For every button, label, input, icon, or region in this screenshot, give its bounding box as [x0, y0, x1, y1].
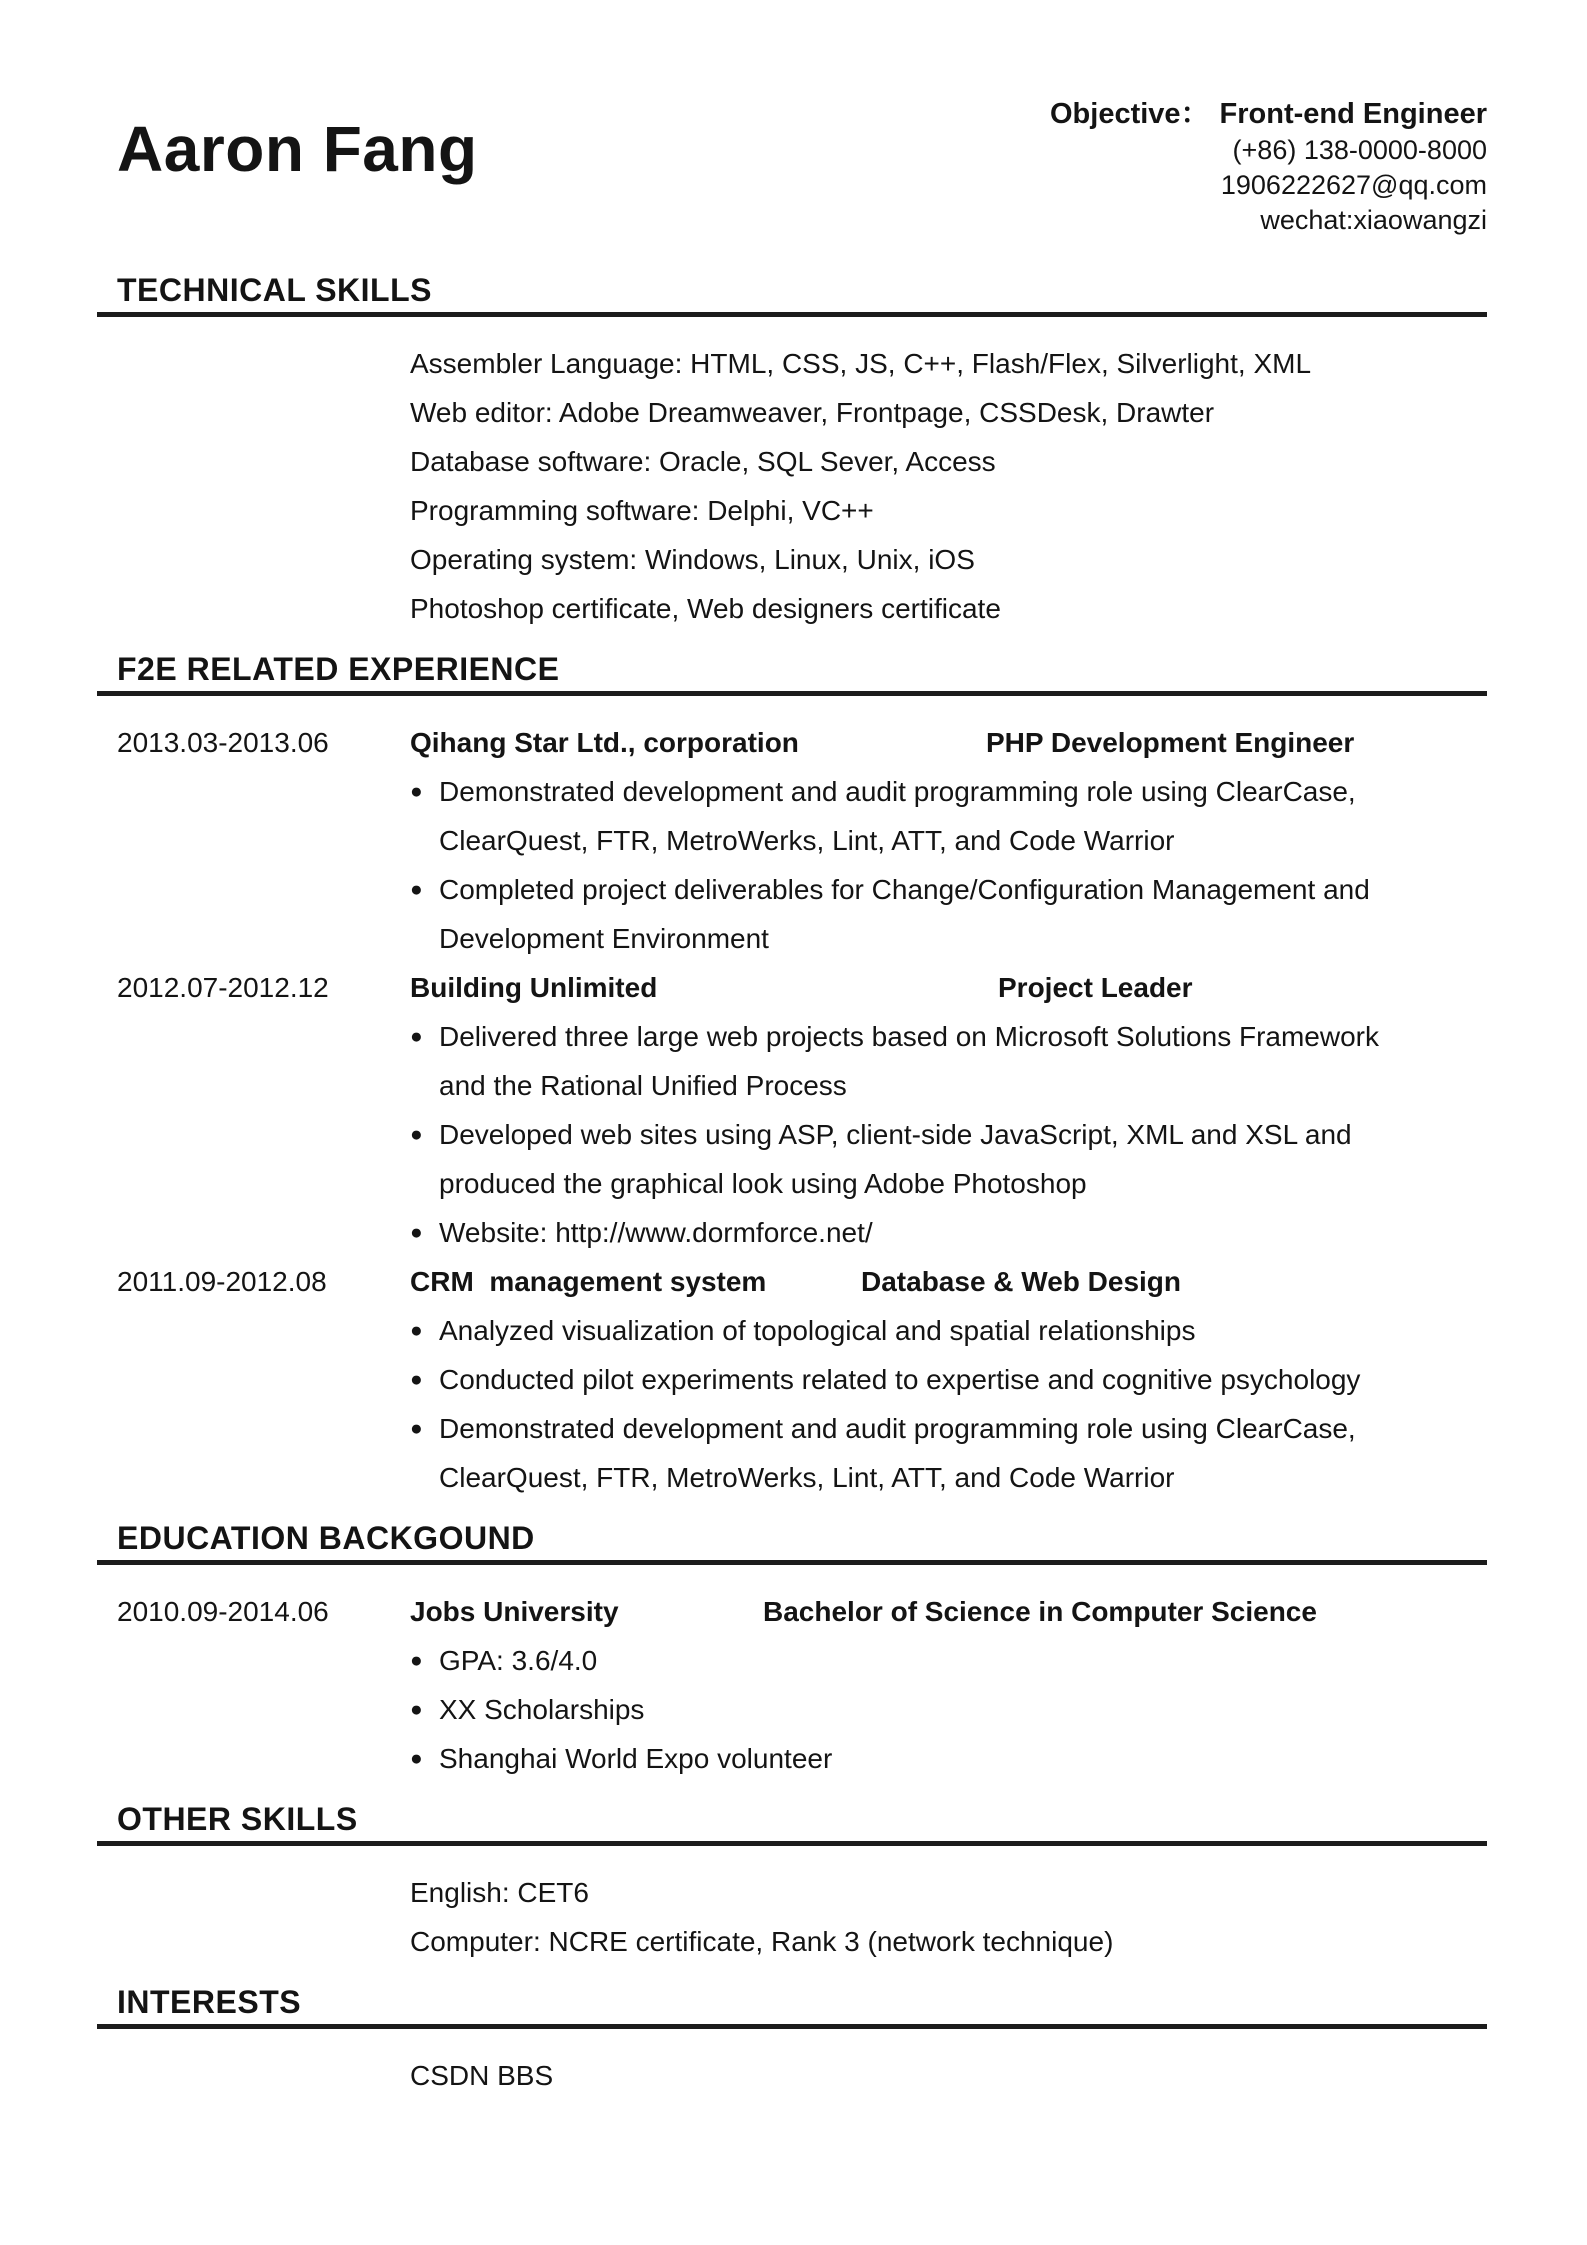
- email-address: 1906222627@qq.com: [1220, 170, 1487, 200]
- experience-entry: [97, 963, 1487, 1257]
- bullet-item: ● GPA: 3.6/4.0: [410, 1636, 1380, 1685]
- section-title: F2E RELATED EXPERIENCE: [117, 651, 560, 687]
- contact-block: [1050, 96, 1487, 238]
- entry-date: 2013.03-2013.06: [117, 727, 329, 758]
- skill-line: Assembler Language: HTML, CSS, JS, C++, Flash/Flex, Silverlight, XML: [410, 348, 1312, 379]
- section-experience: [97, 647, 1487, 1502]
- interest-line: CSDN BBS: [410, 2060, 554, 2091]
- bullet-item: ● Completed project deliverables for Change/Configuration Management and Development Environment: [410, 865, 1380, 963]
- candidate-name: Aaron Fang: [117, 113, 478, 185]
- bullet-item: ● Developed web sites using ASP, client-side JavaScript, XML and XSL and produced the graphical look using Adobe Photoshop: [410, 1110, 1380, 1208]
- experience-entry: [97, 718, 1487, 963]
- other-skill-line: Computer: NCRE certificate, Rank 3 (network technique): [410, 1926, 1114, 1957]
- section-education: [97, 1516, 1487, 1783]
- entry-date: 2012.07-2012.12: [117, 972, 329, 1003]
- section-title: EDUCATION BACKGOUND: [117, 1520, 535, 1556]
- entry-bullets: [410, 1306, 1380, 1502]
- entry-date: 2010.09-2014.06: [117, 1596, 329, 1627]
- interests-list: [410, 2051, 1380, 2100]
- bullet-item: ● Shanghai World Expo volunteer: [410, 1734, 1380, 1783]
- degree-name: Bachelor of Science in Computer Science: [763, 1596, 1317, 1627]
- entry-body: [410, 1587, 1380, 1783]
- section-title: OTHER SKILLS: [117, 1801, 358, 1837]
- bullet-item: ● Conducted pilot experiments related to expertise and cognitive psychology: [410, 1355, 1380, 1404]
- skill-line: Web editor: Adobe Dreamweaver, Frontpage, CSSDesk, Drawter: [410, 397, 1215, 428]
- resume-header: [97, 96, 1487, 238]
- bullet-item: ● Demonstrated development and audit programming role using ClearCase, ClearQuest, FTR, MetroWerks, Lint, ATT, and Code Warrior: [410, 767, 1380, 865]
- entry-company: Qihang Star Ltd., corporation: [410, 727, 799, 758]
- education-entry: [97, 1587, 1487, 1783]
- section-title: TECHNICAL SKILLS: [117, 272, 432, 308]
- phone-number: (+86) 138-0000-8000: [1232, 135, 1487, 165]
- entry-bullets: [410, 1636, 1380, 1783]
- entry-head: [410, 963, 1380, 1012]
- section-divider: [97, 691, 1487, 696]
- entry-date: 2011.09-2012.08: [117, 1266, 327, 1297]
- bullet-item: ● Analyzed visualization of topological and spatial relationships: [410, 1306, 1380, 1355]
- section-technical-skills: [97, 268, 1487, 633]
- section-divider: [97, 2024, 1487, 2029]
- skill-line: Operating system: Windows, Linux, Unix, iOS: [410, 544, 975, 575]
- bullet-item: ● XX Scholarships: [410, 1685, 1380, 1734]
- entry-body: [410, 718, 1380, 963]
- skill-line: Database software: Oracle, SQL Sever, Access: [410, 446, 996, 477]
- bullet-item: ● Website: http://www.dormforce.net/: [410, 1208, 1380, 1257]
- skill-line: Programming software: Delphi, VC++: [410, 495, 874, 526]
- entry-role: Project Leader: [998, 972, 1193, 1003]
- skill-line: Photoshop certificate, Web designers certificate: [410, 593, 1001, 624]
- entry-head: [410, 1257, 1380, 1306]
- entry-body: [410, 1257, 1380, 1502]
- entry-bullets: [410, 1012, 1380, 1257]
- section-title: INTERESTS: [117, 1984, 302, 2020]
- school-name: Jobs University: [410, 1596, 619, 1627]
- objective-line: [1050, 96, 1487, 133]
- entry-role: PHP Development Engineer: [986, 727, 1355, 758]
- experience-entries: [97, 718, 1487, 1502]
- section-interests: [97, 1980, 1487, 2100]
- section-divider: [97, 312, 1487, 317]
- bullet-item: ● Demonstrated development and audit programming role using ClearCase, ClearQuest, FTR, MetroWerks, Lint, ATT, and Code Warrior: [410, 1404, 1380, 1502]
- other-skill-line: English: CET6: [410, 1877, 589, 1908]
- section-divider: [97, 1560, 1487, 1565]
- objective-label: Objective：: [1049, 98, 1210, 130]
- section-other-skills: [97, 1797, 1487, 1966]
- entry-company: CRM management system: [410, 1266, 767, 1297]
- technical-skills-list: [410, 339, 1380, 633]
- experience-entry: [97, 1257, 1487, 1502]
- entry-company: Building Unlimited: [410, 972, 658, 1003]
- education-entries: [97, 1587, 1487, 1783]
- bullet-item: ● Delivered three large web projects based on Microsoft Solutions Framework and the Rational Unified Process: [410, 1012, 1380, 1110]
- entry-head: [410, 1587, 1380, 1636]
- entry-bullets: [410, 767, 1380, 963]
- objective-value: Front-end Engineer: [1219, 98, 1487, 130]
- section-divider: [97, 1841, 1487, 1846]
- entry-role: Database & Web Design: [861, 1266, 1182, 1297]
- entry-body: [410, 963, 1380, 1257]
- other-skills-list: [410, 1868, 1380, 1966]
- entry-head: [410, 718, 1380, 767]
- wechat-id: wechat:xiaowangzi: [1260, 205, 1487, 235]
